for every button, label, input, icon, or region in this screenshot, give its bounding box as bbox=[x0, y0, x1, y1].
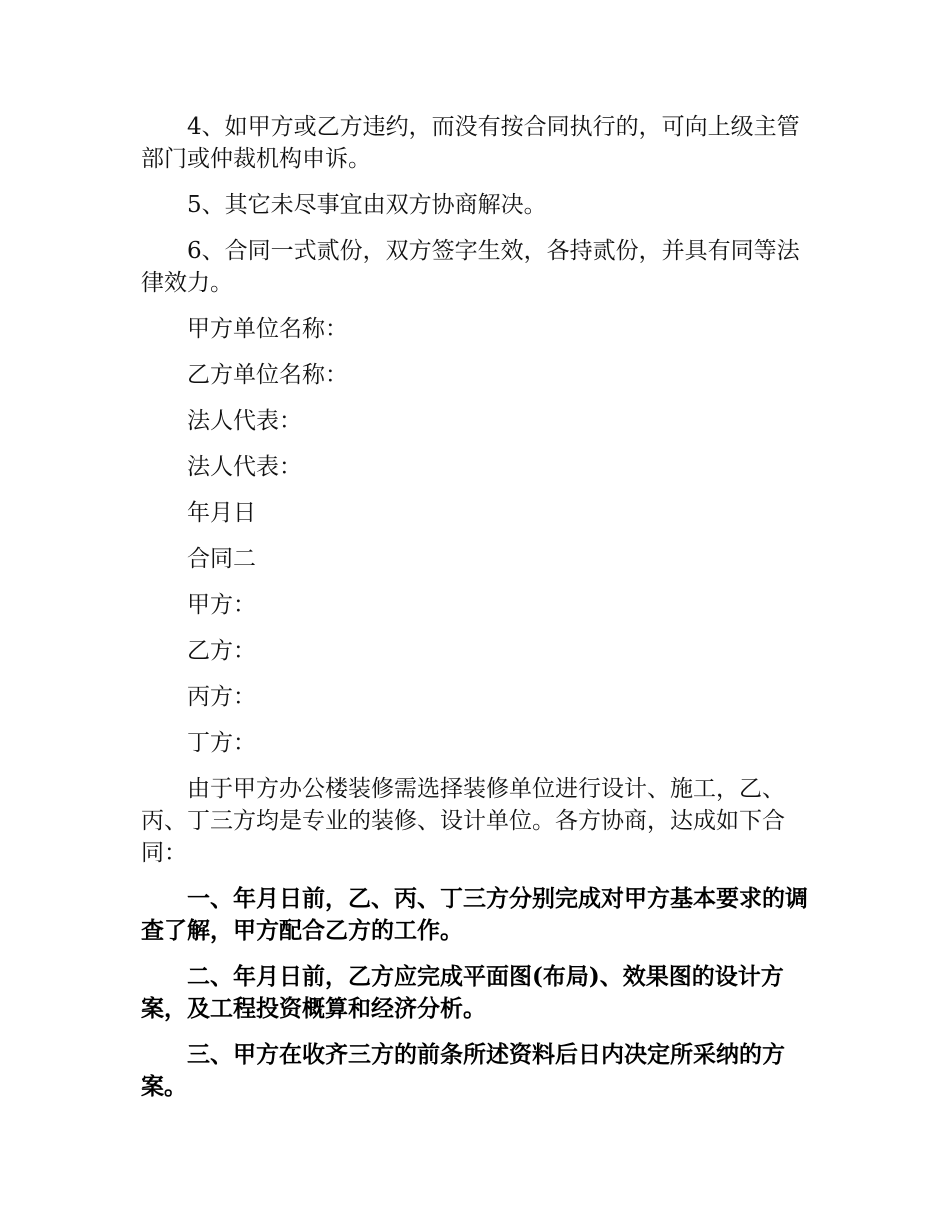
clause-6: 6、合同一式贰份，双方签字生效，各持贰份，并具有同等法律效力。 bbox=[141, 238, 800, 296]
party-d: 丁方： bbox=[187, 730, 256, 756]
clause-4: 4、如甲方或乙方违约，而没有按合同执行的，可向上级主管部门或仲裁机构申诉。 bbox=[141, 114, 800, 172]
legal-representative-b: 法人代表： bbox=[187, 454, 302, 480]
contract-two-title: 合同二 bbox=[187, 546, 256, 572]
document-body bbox=[141, 111, 821, 1117]
party-c: 丙方： bbox=[187, 684, 256, 710]
legal-representative-a: 法人代表： bbox=[187, 408, 302, 434]
party-a: 甲方： bbox=[187, 592, 256, 618]
party-b: 乙方： bbox=[187, 638, 256, 664]
article-two: 二、年月日前，乙方应完成平面图(布局)、效果图的设计方案，及工程投资概算和经济分析。 bbox=[141, 963, 784, 1022]
article-three: 三、甲方在收齐三方的前条所述资料后日内决定所采纳的方案。 bbox=[141, 1041, 785, 1100]
contract-preamble: 由于甲方办公楼装修需选择装修单位进行设计、施工，乙、丙、丁三方均是专业的装修、设计单位。各方协商，达成如下合同： bbox=[141, 776, 785, 866]
date-line: 年月日 bbox=[187, 500, 256, 526]
party-a-unit-name: 甲方单位名称： bbox=[187, 316, 348, 342]
article-one: 一、年月日前，乙、丙、丁三方分别完成对甲方基本要求的调查了解，甲方配合乙方的工作。 bbox=[141, 885, 808, 944]
clause-5: 5、其它未尽事宜由双方协商解决。 bbox=[187, 192, 547, 218]
party-b-unit-name: 乙方单位名称： bbox=[187, 362, 348, 388]
